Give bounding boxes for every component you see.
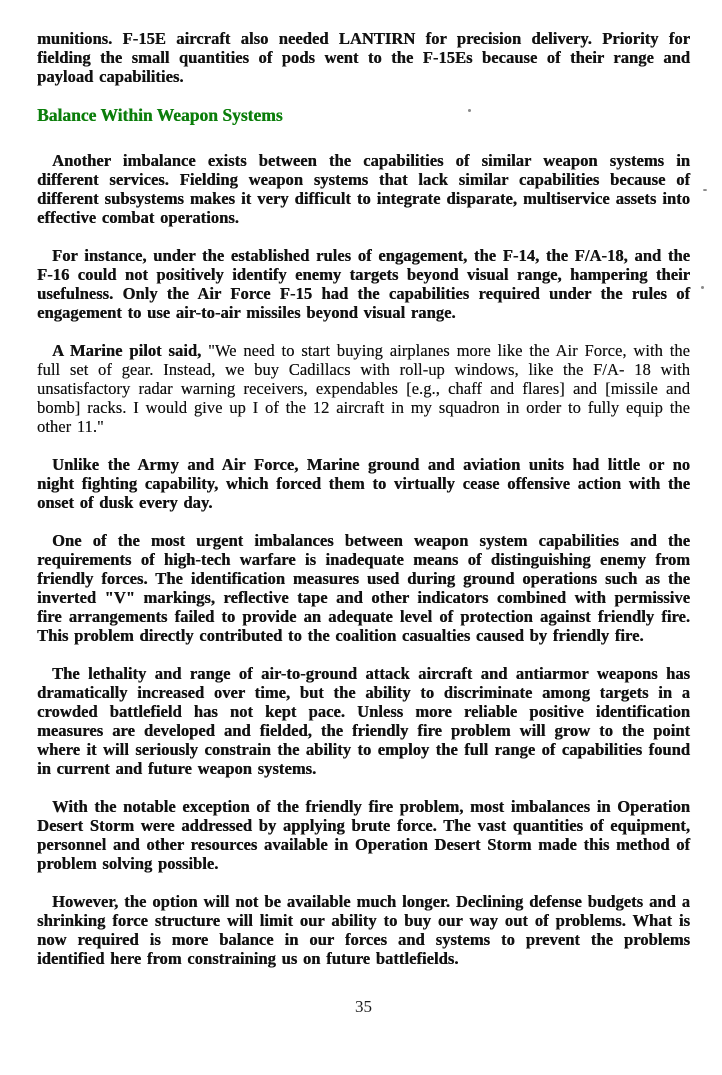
scan-speckle xyxy=(468,109,471,112)
page-number: 35 xyxy=(355,997,372,1016)
paragraph-text: With the notable exception of the friendly fire problem, most imbalances in Operation Desert Storm were addressed by applying brute force. The vast quantities of equipment, personnel and other resources available in Operation Desert Storm made this method of problem solving possible. xyxy=(37,797,690,873)
paragraph-marine-pilot-quote xyxy=(37,341,690,436)
paragraph-declining-budgets xyxy=(37,892,690,968)
paragraph-text: For instance, under the established rules of engagement, the F-14, the F/A-18, and the F-16 could not positively identify enemy targets beyond visual range, hampering their usefulness. Only the Air Force F-15 had the capabilities required under the rules of engagement to use air-to-air missiles beyond visual range. xyxy=(37,246,690,322)
paragraph-text: However, the option will not be available much longer. Declining defense budgets and a shrinking force structure will limit our ability to buy our way out of problems. What is now required is more balance in our forces and systems to prevent the problems identified here from constraining us on future battlefields. xyxy=(37,892,690,968)
scan-speckle xyxy=(703,189,707,191)
paragraph-rules-of-engagement xyxy=(37,246,690,322)
quote-body: "We need to start buying airplanes more like the Air Force, with the full set of gear. Instead, we buy Cadillacs with roll-up windows, like the F/A- 18 with unsatisfactory radar warning receivers, expendables [e.g., chaff and flares] and [missile and bomb] racks. I would give up I of the 12 aircraft in my squadron in order to fully equip the other 11." xyxy=(37,341,690,436)
paragraph-night-fighting xyxy=(37,455,690,512)
paragraph-text: Another imbalance exists between the capabilities of similar weapon systems in different services. Fielding weapon systems that lack similar capabilities because of different subsystems makes it very difficult to integrate disparate, multiservice assets into effective combat operations. xyxy=(37,151,690,227)
paragraph-text: The lethality and range of air-to-ground attack aircraft and antiarmor weapons has dramatically increased over time, but the ability to discriminate among targets in a crowded battlefield has not kept pace. Unless more reliable positive identification measures are developed and fielded, the friendly fire problem will grow to the point where it will seriously constrain the ability to employ the full range of capabilities found in current and future weapon systems. xyxy=(37,664,690,778)
paragraph-text: One of the most urgent imbalances between weapon system capabilities and the requirements of high-tech warfare is inadequate means of distinguishing enemy from friendly forces. The identification measures used during ground operations such as the inverted "V" markings, reflective tape and other indicators combined with permissive fire arrangements failed to provide an adequate level of protection against friendly fire. This problem directly contributed to the coalition casualties caused by friendly fire. xyxy=(37,531,690,645)
paragraph-imbalance xyxy=(37,151,690,227)
paragraph-text: munitions. F-15E aircraft also needed LANTIRN for precision delivery. Priority for fielding the small quantities of pods went to the F-15Es because of their range and payload capabilities. xyxy=(37,29,690,86)
paragraph-text: Unlike the Army and Air Force, Marine ground and aviation units had little or no night fighting capability, which forced them to virtually cease offensive action with the onset of dusk every day. xyxy=(37,455,690,512)
paragraph-brute-force xyxy=(37,797,690,873)
section-heading: Balance Within Weapon Systems xyxy=(37,105,283,125)
paragraph-lethality-range xyxy=(37,664,690,778)
paragraph-munitions-continuation xyxy=(37,29,690,86)
scan-speckle xyxy=(701,286,704,289)
text-block xyxy=(37,29,690,1017)
quote-lead: A Marine pilot said, xyxy=(52,341,209,360)
paragraph-friendly-fire-identification xyxy=(37,531,690,645)
